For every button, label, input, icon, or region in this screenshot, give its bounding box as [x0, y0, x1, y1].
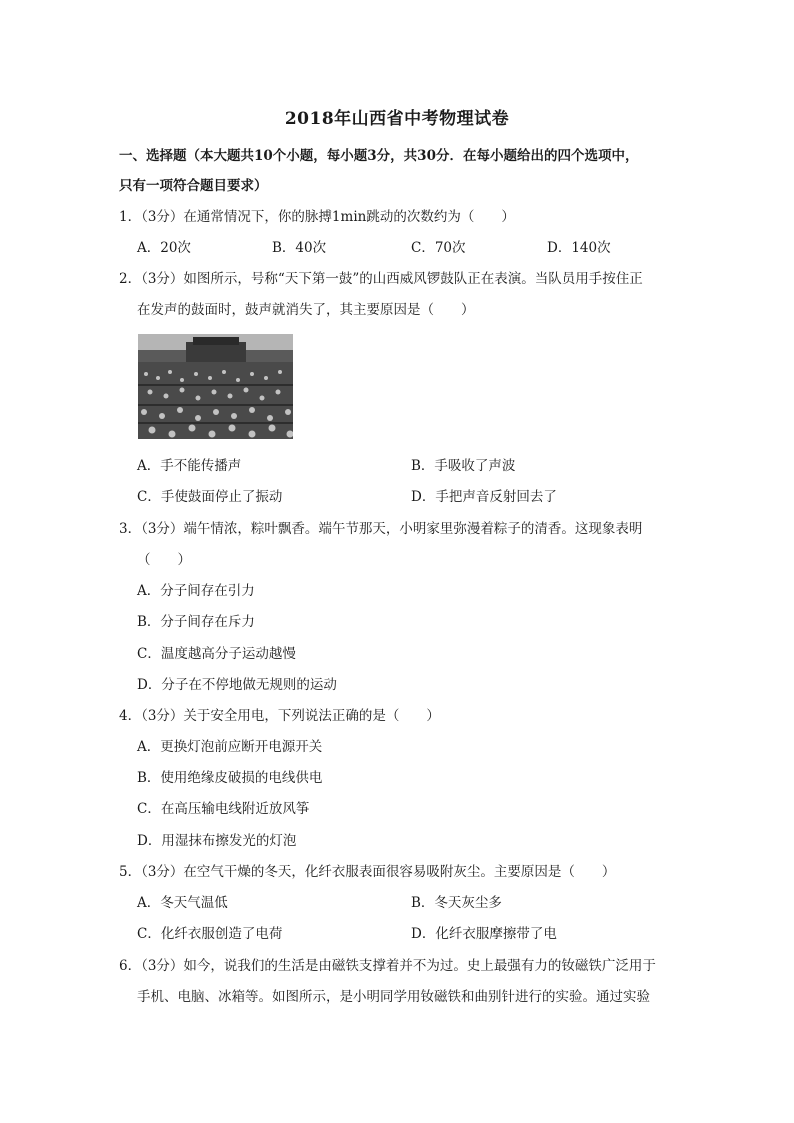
question-4-option-a: A．更换灯泡前应断开电源开关 [137, 739, 323, 755]
question-6-stem-line1: 6．（3分）如今，说我们的生活是由磁铁支撑着并不为过。史上最强有力的钕磁铁广泛用于 [119, 958, 656, 974]
question-3-stem-line1: 3．（3分）端午情浓，粽叶飘香。端午节那天，小明家里弥漫着粽子的清香。这现象表明 [119, 521, 643, 537]
question-5-option-a: A．冬天气温低 [137, 895, 228, 911]
question-1-option-c: C．70次 [411, 240, 466, 256]
question-2-option-b: B．手吸收了声波 [411, 458, 516, 474]
drum-performance-photo-art [138, 334, 293, 439]
question-3-stem-line2: （ ） [137, 552, 191, 568]
page-title: 2018年山西省中考物理试卷 [284, 109, 510, 129]
question-4-stem: 4．（3分）关于安全用电，下列说法正确的是（ ） [119, 708, 440, 724]
question-2-option-d: D．手把声音反射回去了 [411, 489, 557, 505]
question-3-option-a: A．分子间存在引力 [137, 583, 255, 599]
question-2-option-c: C．手使鼓面停止了振动 [137, 489, 283, 505]
question-5-option-b: B．冬天灰尘多 [411, 895, 502, 911]
question-6-stem-line2: 手机、电脑、冰箱等。如图所示，是小明同学用钕磁铁和曲别针进行的实验。通过实验 [137, 989, 650, 1005]
question-1-option-b: B．40次 [272, 240, 327, 256]
question-5-option-d: D．化纤衣服摩擦带了电 [411, 926, 557, 942]
question-1-option-d: D．140次 [547, 240, 611, 256]
section-heading-line2: 只有一项符合题目要求） [119, 178, 268, 194]
question-2-stem-line2: 在发声的鼓面时，鼓声就消失了，其主要原因是（ ） [137, 302, 475, 318]
question-4-option-c: C．在高压输电线附近放风筝 [137, 801, 310, 817]
question-4-option-d: D．用湿抹布擦发光的灯泡 [137, 833, 297, 849]
section-heading-line1: 一、选择题（本大题共10个小题，每小题3分，共30分．在每小题给出的四个选项中， [119, 148, 639, 164]
question-3-option-c: C．温度越高分子运动越慢 [137, 646, 296, 662]
question-2-stem-line1: 2．（3分）如图所示，号称“天下第一鼓”的山西威风锣鼓队正在表演。当队员用手按住正 [119, 271, 643, 287]
question-3-option-b: B．分子间存在斥力 [137, 614, 255, 630]
question-4-option-b: B．使用绝缘皮破损的电线供电 [137, 770, 323, 786]
question-1-stem: 1．（3分）在通常情况下，你的脉搏1min跳动的次数约为（ ） [119, 209, 515, 225]
question-3-option-d: D．分子在不停地做无规则的运动 [137, 677, 337, 693]
question-2-option-a: A．手不能传播声 [137, 458, 242, 474]
question-5-stem: 5．（3分）在空气干燥的冬天，化纤衣服表面很容易吸附灰尘。主要原因是（ ） [119, 864, 616, 880]
drum-performance-photo [138, 334, 293, 439]
question-1-option-a: A．20次 [137, 240, 191, 256]
question-5-option-c: C．化纤衣服创造了电荷 [137, 926, 283, 942]
